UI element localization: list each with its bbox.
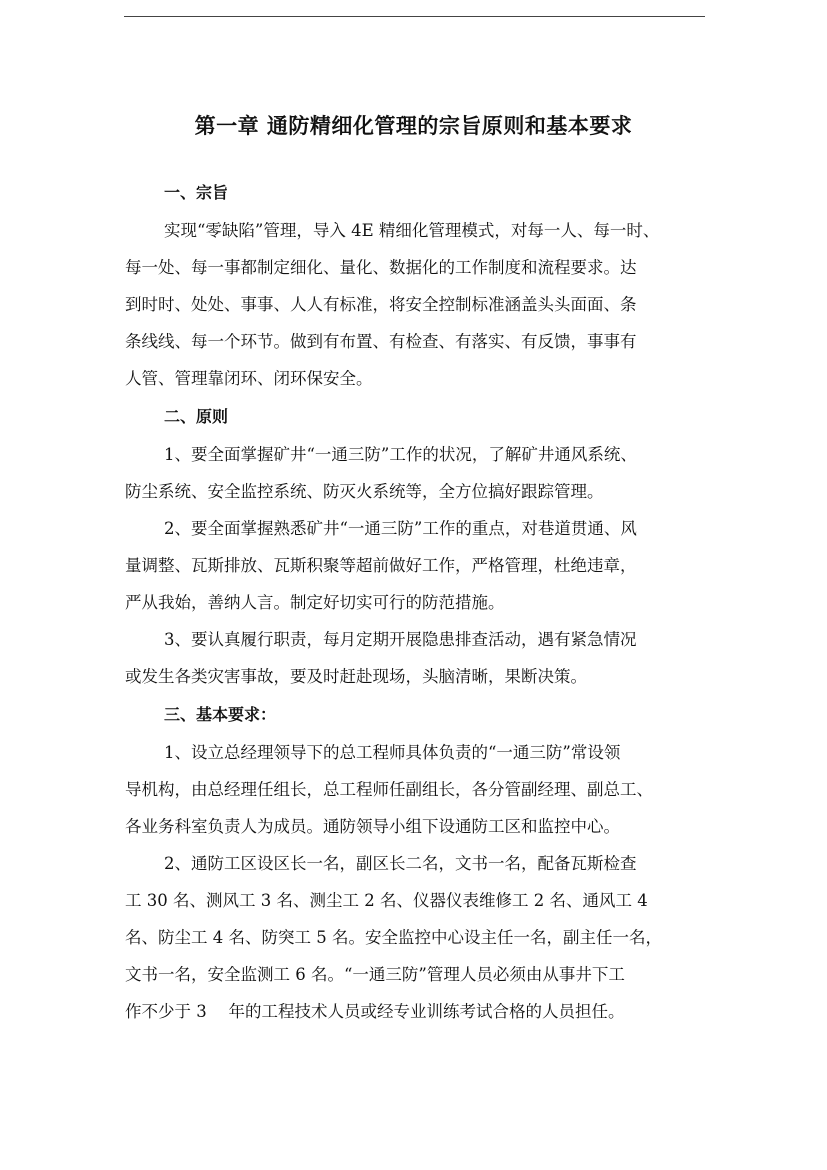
paragraph-line: 导机构，由总经理任组长，总工程师任副组长，各分管副经理、副总工、 bbox=[125, 780, 653, 799]
paragraph-line: 各业务科室负责人为成员。通防领导小组下设通防工区和监控中心。 bbox=[125, 817, 620, 836]
paragraph-line: 3、要认真履行职责，每月定期开展隐患排查活动，遇有紧急情况 bbox=[164, 630, 637, 649]
chapter-title: 第一章 通防精细化管理的宗旨原则和基本要求 bbox=[194, 114, 633, 138]
paragraph-line: 作不少于 3 年的工程技术人员或经专业训练考试合格的人员担任。 bbox=[125, 1002, 625, 1021]
paragraph-line: 人管、管理靠闭环、闭环保安全。 bbox=[125, 369, 373, 388]
paragraph-line: 严从我始，善纳人言。制定好切实可行的防范措施。 bbox=[125, 593, 505, 612]
paragraph-line: 1、设立总经理领导下的总工程师具体负责的“一通三防”常设领 bbox=[164, 743, 621, 762]
paragraph-line: 量调整、瓦斯排放、瓦斯积聚等超前做好工作，严格管理，杜绝违章， bbox=[125, 556, 637, 575]
paragraph-line: 1、要全面掌握矿井“一通三防”工作的状况，了解矿井通风系统、 bbox=[164, 445, 637, 464]
header-rule bbox=[124, 16, 705, 17]
paragraph-line: 2、通防工区设区长一名，副区长二名，文书一名，配备瓦斯检查 bbox=[164, 854, 637, 873]
paragraph-line: 文书一名，安全监测工 6 名。“一通三防”管理人员必须由从事井下工 bbox=[125, 965, 625, 984]
section-heading-purpose: 一、宗旨 bbox=[164, 183, 229, 202]
paragraph-line: 名、防尘工 4 名、防突工 5 名。安全监控中心设主任一名，副主任一名， bbox=[125, 928, 662, 947]
paragraph-line: 或发生各类灾害事故，要及时赶赴现场，头脑清晰，果断决策。 bbox=[125, 667, 587, 686]
paragraph-line: 防尘系统、安全监控系统、防灭火系统等，全方位搞好跟踪管理。 bbox=[125, 482, 604, 501]
section-heading-requirements: 三、基本要求： bbox=[164, 705, 277, 724]
paragraph-line: 2、要全面掌握熟悉矿井“一通三防”工作的重点，对巷道贯通、风 bbox=[164, 519, 637, 538]
section-heading-principles: 二、原则 bbox=[164, 407, 229, 426]
paragraph-line: 到时时、处处、事事、人人有标准，将安全控制标准涵盖头头面面、条 bbox=[125, 295, 637, 314]
paragraph-line: 每一处、每一事都制定细化、量化、数据化的工作制度和流程要求。达 bbox=[125, 258, 637, 277]
paragraph-line: 工 30 名、测风工 3 名、测尘工 2 名、仪器仪表维修工 2 名、通风工 4 bbox=[125, 891, 648, 910]
paragraph-line: 实现“零缺陷”管理，导入 4E 精细化管理模式，对每一人、每一时、 bbox=[164, 221, 660, 240]
paragraph-line: 条线线、每一个环节。做到有布置、有检查、有落实、有反馈，事事有 bbox=[125, 332, 637, 351]
